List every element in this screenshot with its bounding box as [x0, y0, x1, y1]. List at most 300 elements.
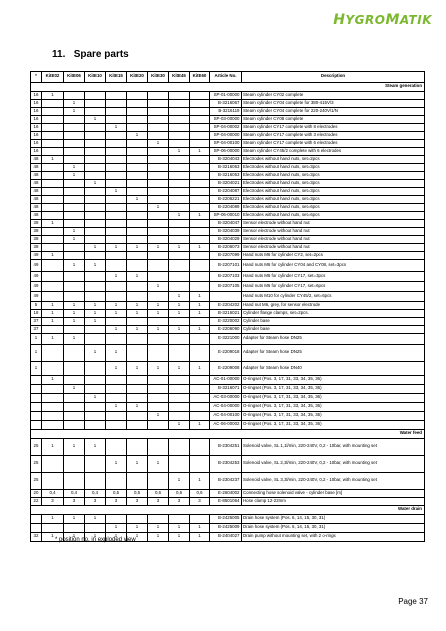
qty-cell: 0,6	[169, 489, 190, 497]
qty-cell	[169, 438, 190, 455]
qty-cell	[85, 375, 106, 384]
qty-cell	[148, 472, 169, 489]
table-row	[31, 361, 425, 375]
qty-cell: 1	[106, 309, 127, 317]
qty-cell: 16	[31, 123, 42, 131]
qty-cell	[31, 393, 42, 402]
qty-cell: 0,5	[127, 489, 148, 497]
qty-cell	[127, 317, 148, 325]
qty-cell	[106, 472, 127, 489]
article-number: B-3204039	[210, 227, 242, 235]
qty-cell	[148, 344, 169, 361]
qty-cell: 3	[42, 497, 64, 505]
table-row	[31, 309, 425, 317]
description-cell: Steam cylinder CY17 complete with 6 electrodes	[242, 139, 425, 147]
qty-cell	[127, 211, 148, 219]
qty-cell: 25	[31, 472, 42, 489]
qty-cell	[64, 402, 85, 411]
qty-cell: 1	[64, 438, 85, 455]
qty-cell	[64, 393, 85, 402]
qty-cell	[169, 203, 190, 211]
table-row	[31, 420, 425, 429]
qty-cell	[64, 251, 85, 259]
column-header: Article No.	[210, 72, 242, 83]
section-heading: Spare parts	[73, 49, 129, 60]
qty-cell: 1	[64, 317, 85, 325]
qty-cell: 16	[31, 131, 42, 139]
qty-cell	[42, 179, 64, 187]
section-row	[31, 429, 425, 438]
article-number: AC-01-00000	[210, 375, 242, 384]
description-cell: Hand nuts M6 for cylinder CY04 and CY08, set=3pcs	[242, 259, 425, 271]
qty-cell	[42, 139, 64, 147]
description-cell: Electrodes without hand nuts, set=3pcs	[242, 187, 425, 195]
qty-cell	[106, 91, 127, 99]
qty-cell	[106, 393, 127, 402]
article-number: E-2204202	[210, 301, 242, 309]
table-row	[31, 195, 425, 203]
qty-cell: 3	[148, 497, 169, 505]
qty-cell	[85, 219, 106, 227]
table-body	[31, 82, 425, 541]
description-cell: Electrodes without hand nuts, set=3pcs	[242, 195, 425, 203]
table-row	[31, 155, 425, 163]
qty-cell	[106, 171, 127, 179]
table-row	[31, 271, 425, 281]
article-number: SP-04-00002	[210, 123, 242, 131]
qty-cell	[42, 455, 64, 472]
qty-cell	[85, 227, 106, 235]
qty-cell: 1	[148, 361, 169, 375]
qty-cell	[148, 438, 169, 455]
qty-cell	[148, 227, 169, 235]
qty-cell	[169, 179, 190, 187]
qty-cell	[64, 420, 85, 429]
article-number: B-2206073	[210, 243, 242, 251]
description-cell: Solenoid valve, SL 2,3l/min, 220-240V, 0,2 - 10bar, with mounting set	[242, 455, 425, 472]
qty-cell	[169, 271, 190, 281]
qty-cell	[64, 147, 85, 155]
qty-cell: 1	[190, 309, 210, 317]
qty-cell	[127, 123, 148, 131]
table-row	[31, 227, 425, 235]
qty-cell	[190, 235, 210, 243]
qty-cell: 1	[148, 455, 169, 472]
qty-cell: 16	[31, 91, 42, 99]
qty-cell	[127, 147, 148, 155]
qty-cell: 25	[31, 455, 42, 472]
qty-cell	[127, 291, 148, 301]
table-row	[31, 171, 425, 179]
qty-cell: 49	[31, 291, 42, 301]
qty-cell: 1	[190, 301, 210, 309]
table-row	[31, 115, 425, 123]
qty-cell: 1	[64, 99, 85, 107]
qty-cell	[42, 271, 64, 281]
qty-cell	[190, 139, 210, 147]
qty-cell	[106, 203, 127, 211]
qty-cell	[148, 251, 169, 259]
qty-cell: 48	[31, 179, 42, 187]
qty-cell: 48	[31, 155, 42, 163]
table-row	[31, 203, 425, 211]
article-number: E-3220002	[210, 317, 242, 325]
qty-cell	[42, 523, 64, 532]
qty-cell	[106, 251, 127, 259]
qty-cell: 1	[127, 131, 148, 139]
qty-cell	[127, 91, 148, 99]
qty-cell	[106, 155, 127, 163]
description-cell: Sensor electrode without hand nut	[242, 219, 425, 227]
qty-cell	[127, 187, 148, 195]
qty-cell	[148, 384, 169, 393]
qty-cell	[42, 411, 64, 420]
qty-cell	[190, 171, 210, 179]
qty-cell	[106, 139, 127, 147]
qty-cell	[169, 187, 190, 195]
qty-cell	[85, 147, 106, 155]
description-cell: Steam cylinder CY04 complete for 220-240V/1/N	[242, 107, 425, 115]
description-cell: O-ringset (Pos. 3, 17, 31, 33, 34, 35, 36)	[242, 420, 425, 429]
qty-cell: 1	[42, 438, 64, 455]
article-number: B-3216119	[210, 107, 242, 115]
qty-cell	[85, 235, 106, 243]
qty-cell: 1	[169, 325, 190, 333]
qty-cell	[42, 227, 64, 235]
description-cell: Steam cylinder CY02 complete	[242, 91, 425, 99]
qty-cell	[148, 187, 169, 195]
qty-cell	[148, 317, 169, 325]
qty-cell	[64, 411, 85, 420]
qty-cell	[169, 227, 190, 235]
description-cell: Hand nuts M10 for cylinder CY45/2, set=6pcs	[242, 291, 425, 301]
qty-cell: 1	[148, 243, 169, 251]
qty-cell	[64, 187, 85, 195]
article-number: B-2207103	[210, 271, 242, 281]
article-number: B-3216067	[210, 99, 242, 107]
article-number: B-2207101	[210, 259, 242, 271]
qty-cell	[64, 91, 85, 99]
qty-cell: 1	[106, 455, 127, 472]
description-cell: Solenoid valve, SL 1,1l/min, 220-240V, 0,2 - 10bar, with mounting set	[242, 438, 425, 455]
qty-cell	[190, 187, 210, 195]
description-cell: Steam cylinder CY45/2 complete with 6 electrodes	[242, 147, 425, 155]
column-header: KitE45	[169, 72, 190, 83]
qty-cell	[169, 107, 190, 115]
qty-cell	[106, 211, 127, 219]
qty-cell: 1	[85, 532, 106, 541]
qty-cell	[42, 259, 64, 271]
description-cell: Sensor electrode without hand nut	[242, 235, 425, 243]
qty-cell	[85, 131, 106, 139]
qty-cell	[106, 384, 127, 393]
section-label: Water feed	[31, 429, 425, 438]
qty-cell: 1	[31, 344, 42, 361]
table-row	[31, 91, 425, 99]
qty-cell	[148, 91, 169, 99]
qty-cell	[169, 235, 190, 243]
qty-cell: 1	[148, 411, 169, 420]
table-row	[31, 393, 425, 402]
qty-cell: 1	[106, 271, 127, 281]
qty-cell	[64, 281, 85, 291]
table-row	[31, 219, 425, 227]
qty-cell: 1	[64, 532, 85, 541]
table-row	[31, 235, 425, 243]
qty-cell: 1	[190, 147, 210, 155]
qty-cell: 1	[190, 211, 210, 219]
qty-cell	[85, 211, 106, 219]
section-label: Steam generation	[31, 82, 425, 91]
table-row	[31, 301, 425, 309]
qty-cell	[85, 271, 106, 281]
article-number: B-2206221	[210, 195, 242, 203]
qty-cell	[85, 455, 106, 472]
qty-cell	[106, 317, 127, 325]
qty-cell	[169, 384, 190, 393]
qty-cell: 1	[106, 187, 127, 195]
qty-cell	[190, 91, 210, 99]
description-cell: Electrodes without hand nuts, set=6pcs	[242, 203, 425, 211]
qty-cell: 37	[31, 325, 42, 333]
qty-cell	[85, 523, 106, 532]
qty-cell	[42, 99, 64, 107]
description-cell: Electrodes without hand nuts, set=2pcs	[242, 155, 425, 163]
table-row	[31, 402, 425, 411]
qty-cell: 1	[190, 243, 210, 251]
qty-cell: 1	[190, 291, 210, 301]
qty-cell	[106, 333, 127, 344]
qty-cell: 1	[127, 309, 148, 317]
qty-cell: 1	[106, 361, 127, 375]
qty-cell: 1	[31, 361, 42, 375]
qty-cell: 48	[31, 171, 42, 179]
article-number: SP-04-00000	[210, 131, 242, 139]
column-header: KitE06	[64, 72, 85, 83]
qty-cell: 1	[64, 235, 85, 243]
qty-cell: 1	[148, 325, 169, 333]
qty-cell	[169, 393, 190, 402]
description-cell: Solenoid valve, SL 3,3l/min, 220-240V, 0,2 - 10bar, with mounting set	[242, 472, 425, 489]
qty-cell	[106, 235, 127, 243]
qty-cell: 1	[169, 420, 190, 429]
qty-cell: 3	[169, 497, 190, 505]
qty-cell: 1	[85, 243, 106, 251]
qty-cell	[106, 219, 127, 227]
qty-cell	[169, 402, 190, 411]
qty-cell	[42, 203, 64, 211]
qty-cell: 1	[106, 301, 127, 309]
table-row	[31, 131, 425, 139]
brand-logo: HYGROMATIK	[333, 12, 432, 28]
qty-cell	[127, 384, 148, 393]
column-header: *	[31, 72, 42, 83]
qty-cell	[64, 472, 85, 489]
qty-cell	[190, 514, 210, 523]
qty-cell	[85, 91, 106, 99]
qty-cell	[190, 227, 210, 235]
qty-cell: 1	[85, 259, 106, 271]
article-number: B-2404027	[210, 532, 242, 541]
article-number: SP-03-00000	[210, 115, 242, 123]
qty-cell: 1	[64, 171, 85, 179]
qty-cell	[148, 147, 169, 155]
qty-cell: 1	[64, 333, 85, 344]
qty-cell	[127, 227, 148, 235]
qty-cell	[190, 281, 210, 291]
description-cell: Adapter for Steam hose DN40	[242, 361, 425, 375]
qty-cell	[127, 251, 148, 259]
table-row	[31, 259, 425, 271]
qty-cell	[85, 333, 106, 344]
qty-cell: 0,6	[190, 489, 210, 497]
article-number: AC-04-00100	[210, 411, 242, 420]
section-title	[52, 49, 129, 60]
column-header: KitE10	[85, 72, 106, 83]
description-cell: Electrodes without hand nuts, set=3pcs	[242, 171, 425, 179]
qty-cell: 38	[31, 227, 42, 235]
description-cell: Connecting hose solenoid valve - cylinder base [m]	[242, 489, 425, 497]
qty-cell	[127, 171, 148, 179]
qty-cell: 1	[148, 203, 169, 211]
qty-cell: 1	[85, 317, 106, 325]
description-cell: Drain pump without mounting set, with 2 o-rings	[242, 532, 425, 541]
qty-cell	[190, 131, 210, 139]
qty-cell	[148, 291, 169, 301]
qty-cell	[148, 259, 169, 271]
qty-cell: 1	[127, 301, 148, 309]
qty-cell	[42, 281, 64, 291]
qty-cell	[106, 438, 127, 455]
table-row	[31, 384, 425, 393]
description-cell: Electrodes without hand nuts, set=3pcs	[242, 179, 425, 187]
qty-cell	[169, 139, 190, 147]
qty-cell: 22	[31, 497, 42, 505]
qty-cell	[42, 291, 64, 301]
article-number: E-2209018	[210, 344, 242, 361]
qty-cell	[85, 203, 106, 211]
qty-cell	[190, 195, 210, 203]
qty-cell: 1	[64, 309, 85, 317]
qty-cell	[106, 195, 127, 203]
qty-cell	[42, 325, 64, 333]
qty-cell: 1	[190, 361, 210, 375]
qty-cell	[106, 99, 127, 107]
qty-cell	[127, 235, 148, 243]
qty-cell	[64, 219, 85, 227]
table-row	[31, 147, 425, 155]
qty-cell	[64, 203, 85, 211]
qty-cell	[190, 317, 210, 325]
qty-cell: 1	[42, 251, 64, 259]
column-header: KitE20	[127, 72, 148, 83]
article-number: B-3204047	[210, 219, 242, 227]
table-row	[31, 497, 425, 505]
table-row	[31, 107, 425, 115]
qty-cell	[42, 131, 64, 139]
qty-cell: 1	[42, 375, 64, 384]
qty-cell	[169, 455, 190, 472]
qty-cell	[42, 402, 64, 411]
qty-cell	[190, 438, 210, 455]
column-header: KitE30	[148, 72, 169, 83]
article-number: B-2204089	[210, 203, 242, 211]
qty-cell	[148, 131, 169, 139]
table-row	[31, 99, 425, 107]
qty-cell	[169, 155, 190, 163]
qty-cell	[148, 195, 169, 203]
qty-cell	[169, 123, 190, 131]
qty-cell	[190, 411, 210, 420]
qty-cell	[85, 171, 106, 179]
qty-cell	[85, 384, 106, 393]
qty-cell	[127, 375, 148, 384]
qty-cell	[106, 411, 127, 420]
qty-cell	[85, 123, 106, 131]
qty-cell	[148, 420, 169, 429]
qty-cell	[64, 123, 85, 131]
qty-cell	[127, 438, 148, 455]
qty-cell	[106, 147, 127, 155]
qty-cell: 1	[106, 123, 127, 131]
qty-cell: 38	[31, 243, 42, 251]
qty-cell: 1	[169, 309, 190, 317]
qty-cell: 1	[64, 259, 85, 271]
qty-cell: 1	[169, 291, 190, 301]
article-number: B-3204043	[210, 155, 242, 163]
qty-cell	[169, 344, 190, 361]
qty-cell	[42, 187, 64, 195]
qty-cell	[190, 123, 210, 131]
qty-cell	[148, 235, 169, 243]
qty-cell	[64, 131, 85, 139]
qty-cell	[148, 375, 169, 384]
qty-cell: 49	[31, 271, 42, 281]
qty-cell	[190, 375, 210, 384]
qty-cell	[31, 514, 42, 523]
qty-cell: 1	[106, 325, 127, 333]
qty-cell	[64, 325, 85, 333]
qty-cell	[148, 107, 169, 115]
qty-cell	[64, 344, 85, 361]
qty-cell: 1	[85, 514, 106, 523]
qty-cell: 0,4	[42, 489, 64, 497]
qty-cell	[169, 514, 190, 523]
qty-cell: 1	[190, 325, 210, 333]
qty-cell	[42, 361, 64, 375]
qty-cell: 1	[190, 420, 210, 429]
qty-cell: 1	[169, 211, 190, 219]
qty-cell: 1	[42, 219, 64, 227]
qty-cell	[85, 107, 106, 115]
qty-cell: 1	[42, 317, 64, 325]
qty-cell: 1	[127, 361, 148, 375]
description-cell: Cylinder base	[242, 317, 425, 325]
qty-cell: 1	[31, 333, 42, 344]
qty-cell	[42, 115, 64, 123]
qty-cell	[106, 291, 127, 301]
qty-cell	[169, 195, 190, 203]
qty-cell	[148, 402, 169, 411]
qty-cell: 1	[106, 344, 127, 361]
article-number: E-2604002	[210, 489, 242, 497]
description-cell: Steam cylinder CY17 complete with 8 electrodes	[242, 123, 425, 131]
qty-cell: 16	[31, 147, 42, 155]
qty-cell: 48	[31, 211, 42, 219]
qty-cell: 1	[85, 179, 106, 187]
qty-cell	[106, 115, 127, 123]
description-cell: Steam cylinder CY17 complete with 3 electrodes	[242, 131, 425, 139]
